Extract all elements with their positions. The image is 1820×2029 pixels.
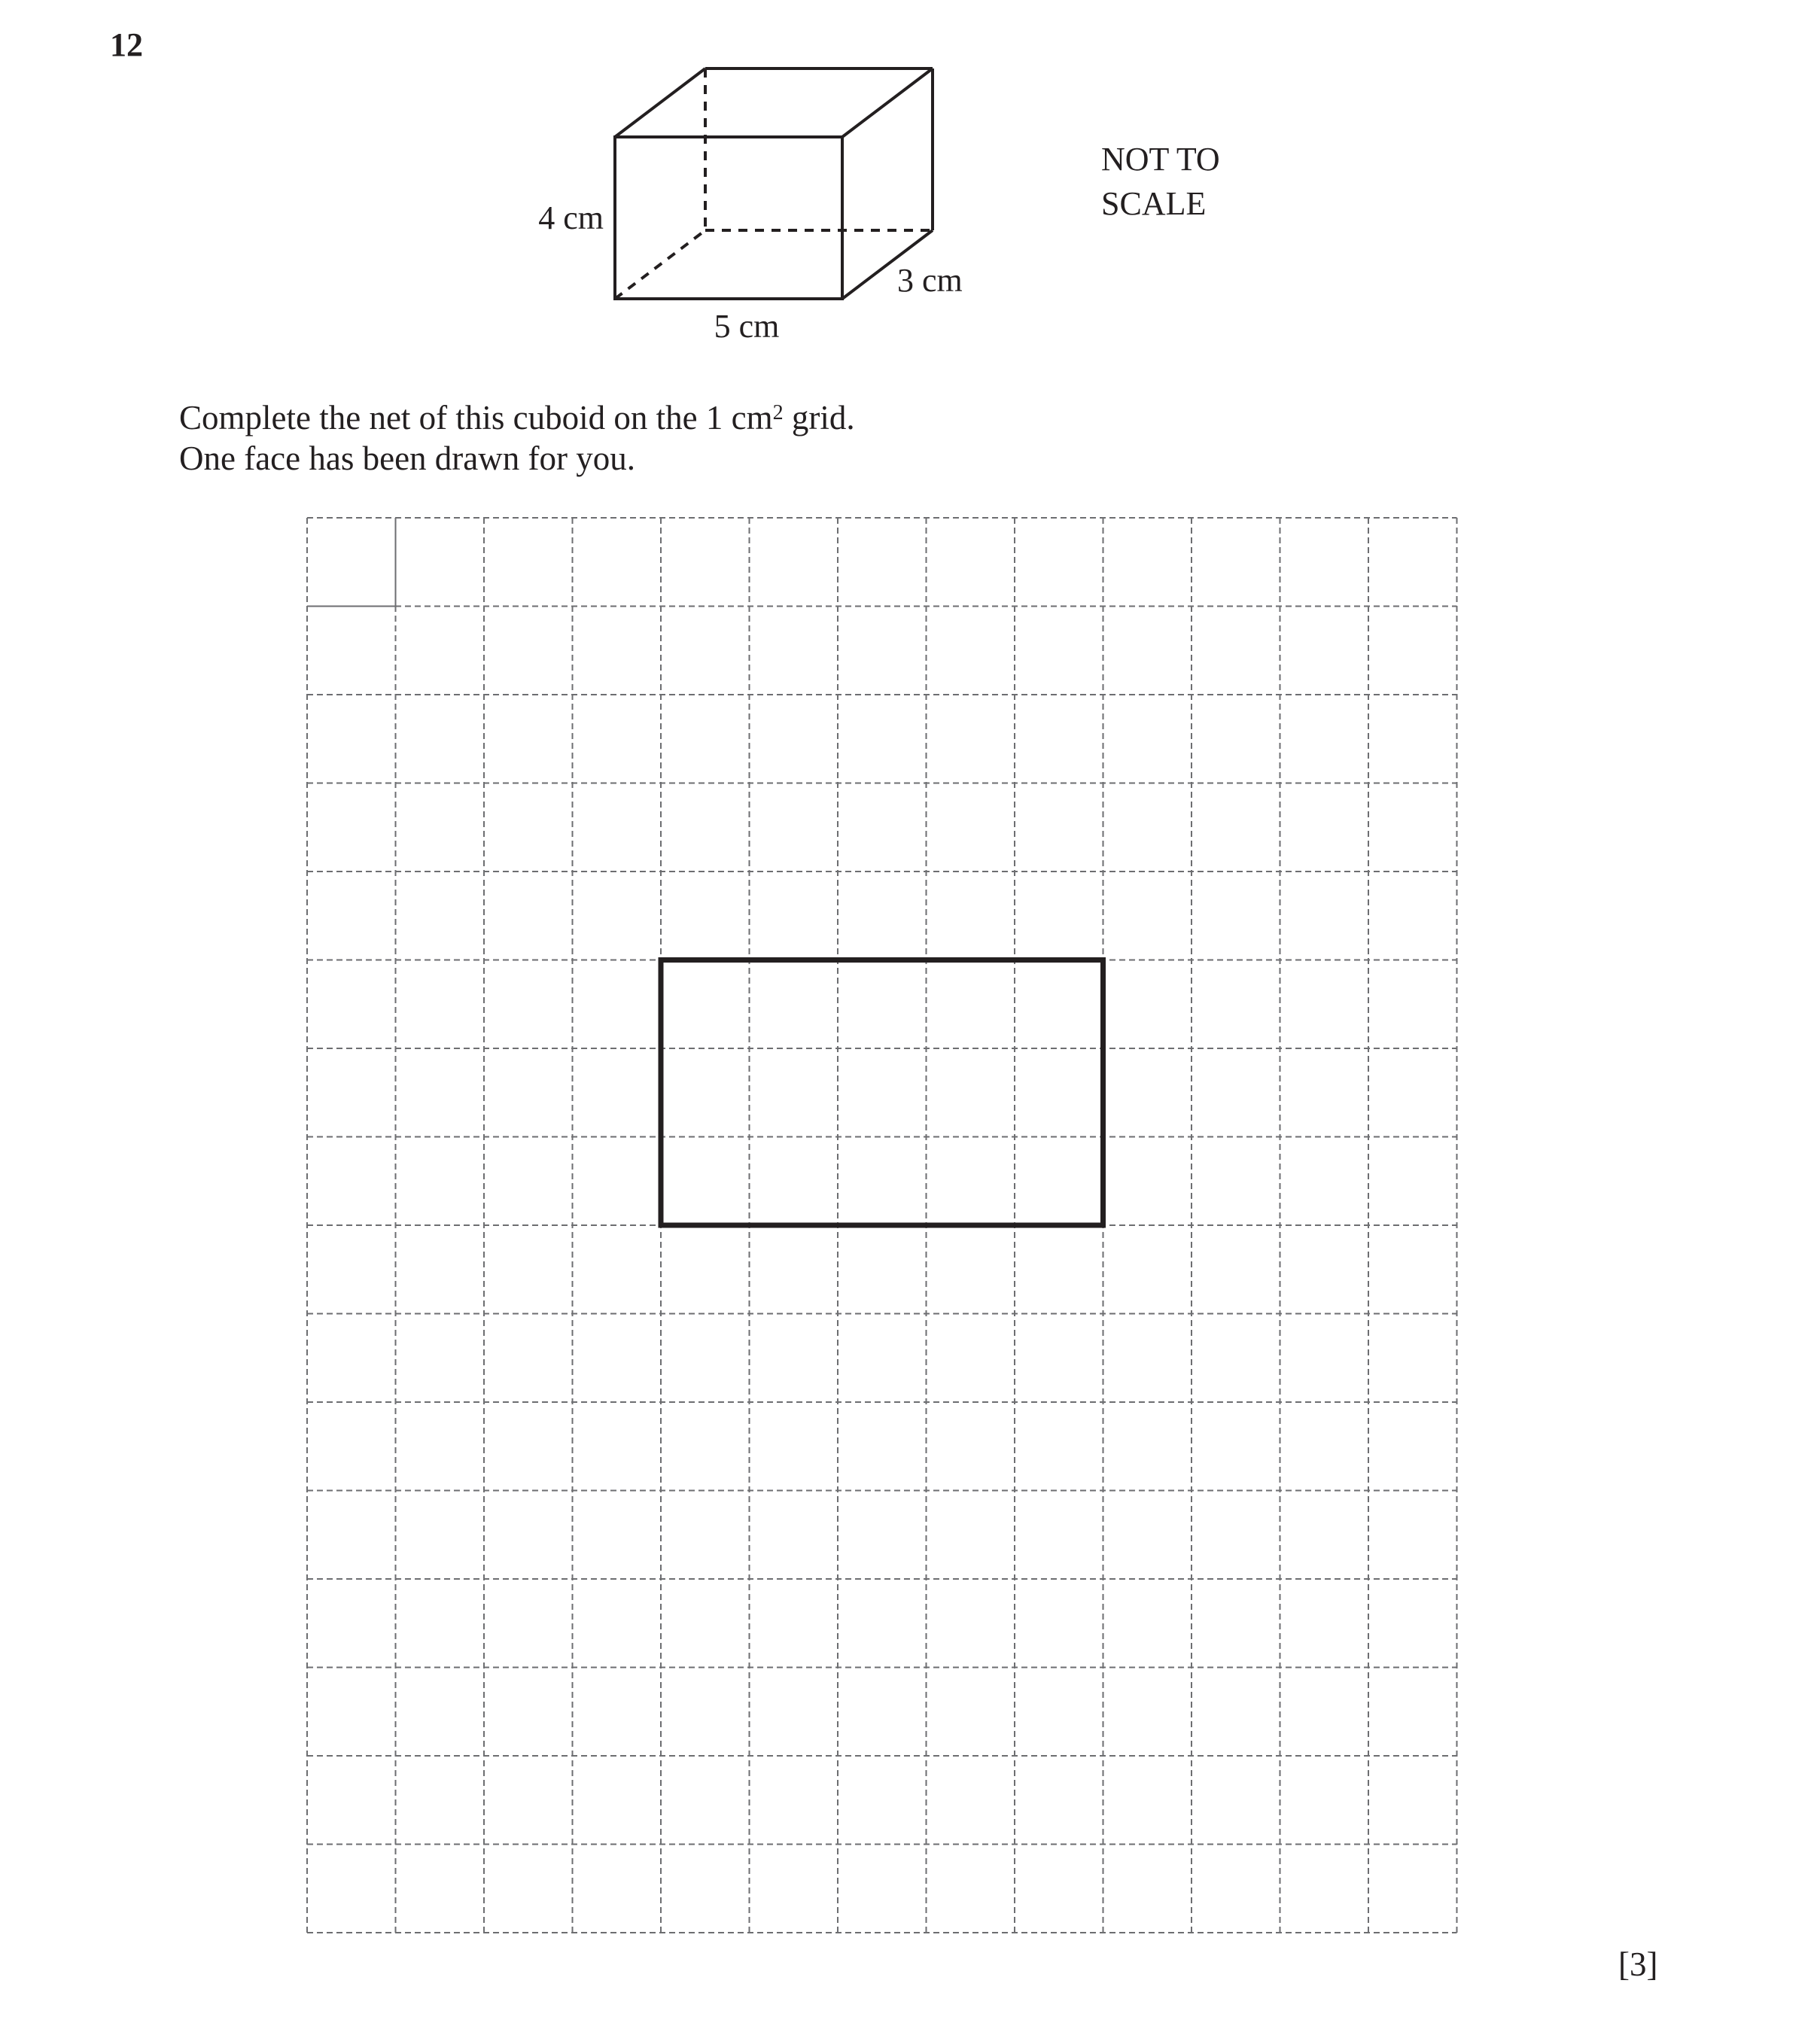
depth-label: 3 cm [897,262,963,299]
marks-allocation: [3] [1618,1945,1658,1983]
instruction-line-2: One face has been drawn for you. [179,440,635,477]
question-number: 12 [110,26,143,63]
cuboid-hidden-depth-edge [615,230,705,299]
length-label: 5 cm [714,308,780,345]
grid-reference-square [307,518,396,607]
instruction-line-1-text: Complete the net of this cuboid on the 1 cm [179,399,773,437]
instructions [179,397,855,479]
not-to-scale-note-line1: NOT TO [1101,141,1220,178]
instruction-line-1-end: grid. [783,399,855,437]
instruction-line-1 [179,397,855,438]
not-to-scale-note-line2: SCALE [1101,185,1207,222]
cuboid-top-right-edge [842,68,933,137]
drawn-face [661,960,1103,1226]
height-label: 4 cm [538,199,604,236]
cuboid-top-left-edge [615,68,705,137]
cuboid-drawing [615,68,933,299]
squared-superscript: 2 [772,401,784,424]
